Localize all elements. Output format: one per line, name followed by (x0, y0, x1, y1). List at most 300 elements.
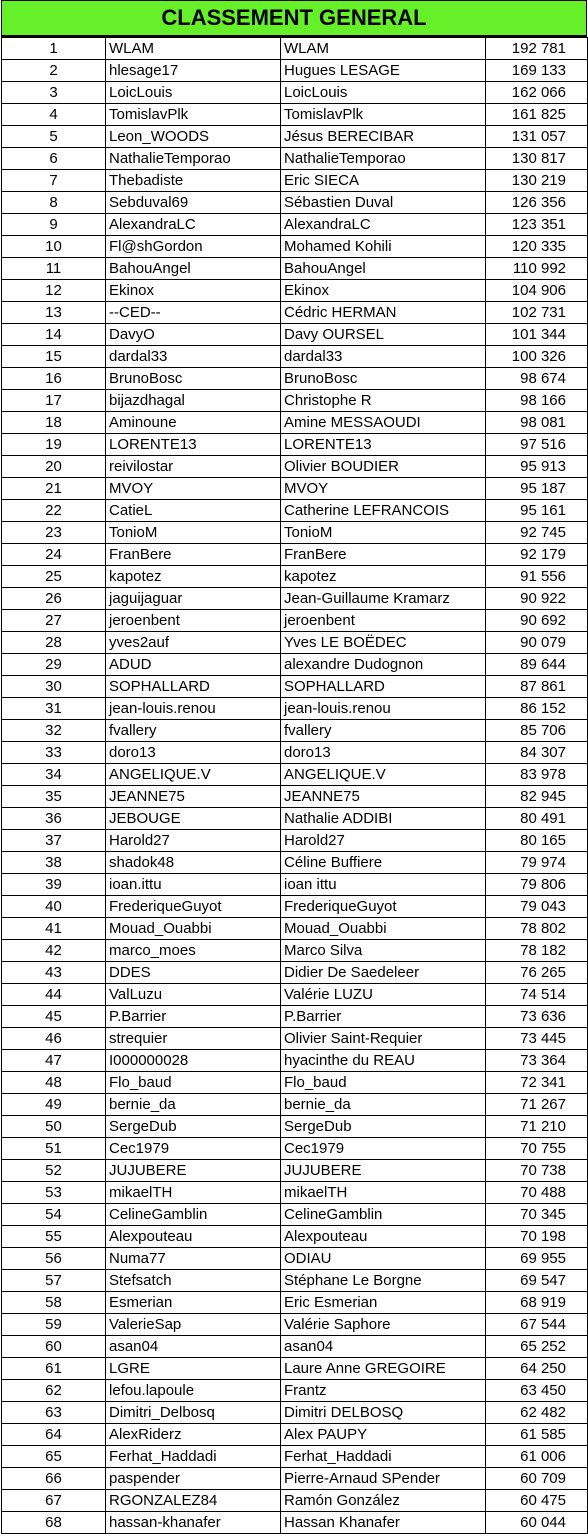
rank-cell: 55 (2, 1226, 106, 1248)
table-row (2, 786, 588, 808)
table-row (2, 412, 588, 434)
table-row (2, 764, 588, 786)
name-cell: JEANNE75 (281, 786, 486, 808)
score-cell: 76 265 (486, 962, 588, 984)
score-cell: 82 945 (486, 786, 588, 808)
table-row (2, 1512, 588, 1534)
score-cell: 131 057 (486, 126, 588, 148)
rank-cell: 39 (2, 874, 106, 896)
pseudo-cell: bijazdhagal (106, 390, 281, 412)
score-cell: 69 955 (486, 1248, 588, 1270)
table-row (2, 126, 588, 148)
name-cell: CelineGamblin (281, 1204, 486, 1226)
name-cell: Pierre-Arnaud SPender (281, 1468, 486, 1490)
name-cell: WLAM (281, 38, 486, 60)
table-row (2, 1204, 588, 1226)
table-row (2, 1072, 588, 1094)
name-cell: TonioM (281, 522, 486, 544)
pseudo-cell: hassan-khanafer (106, 1512, 281, 1534)
table-row (2, 1336, 588, 1358)
score-cell: 61 006 (486, 1446, 588, 1468)
score-cell: 89 644 (486, 654, 588, 676)
name-cell: NathalieTemporao (281, 148, 486, 170)
rank-cell: 8 (2, 192, 106, 214)
table-row (2, 368, 588, 390)
table-row (2, 1006, 588, 1028)
rank-cell: 14 (2, 324, 106, 346)
table-row (2, 390, 588, 412)
rank-cell: 11 (2, 258, 106, 280)
table-row (2, 1028, 588, 1050)
table-row (2, 1270, 588, 1292)
table-row (2, 1314, 588, 1336)
pseudo-cell: jaguijaguar (106, 588, 281, 610)
rank-cell: 7 (2, 170, 106, 192)
score-cell: 70 488 (486, 1182, 588, 1204)
pseudo-cell: SergeDub (106, 1116, 281, 1138)
score-cell: 95 913 (486, 456, 588, 478)
rank-cell: 48 (2, 1072, 106, 1094)
table-row (2, 962, 588, 984)
name-cell: Jean-Guillaume Kramarz (281, 588, 486, 610)
name-cell: AlexandraLC (281, 214, 486, 236)
score-cell: 100 326 (486, 346, 588, 368)
pseudo-cell: ADUD (106, 654, 281, 676)
pseudo-cell: P.Barrier (106, 1006, 281, 1028)
pseudo-cell: marco_moes (106, 940, 281, 962)
rank-cell: 38 (2, 852, 106, 874)
table-row (2, 434, 588, 456)
score-cell: 87 861 (486, 676, 588, 698)
rank-cell: 35 (2, 786, 106, 808)
rank-cell: 1 (2, 38, 106, 60)
name-cell: Yves LE BOËDEC (281, 632, 486, 654)
pseudo-cell: NathalieTemporao (106, 148, 281, 170)
table-row (2, 324, 588, 346)
score-cell: 110 992 (486, 258, 588, 280)
rank-cell: 22 (2, 500, 106, 522)
pseudo-cell: jean-louis.renou (106, 698, 281, 720)
pseudo-cell: kapotez (106, 566, 281, 588)
pseudo-cell: WLAM (106, 38, 281, 60)
rank-cell: 24 (2, 544, 106, 566)
name-cell: Jésus BERECIBAR (281, 126, 486, 148)
name-cell: MVOY (281, 478, 486, 500)
score-cell: 130 219 (486, 170, 588, 192)
pseudo-cell: strequier (106, 1028, 281, 1050)
name-cell: asan04 (281, 1336, 486, 1358)
name-cell: ODIAU (281, 1248, 486, 1270)
name-cell: P.Barrier (281, 1006, 486, 1028)
table-row (2, 1468, 588, 1490)
pseudo-cell: Ekinox (106, 280, 281, 302)
rank-cell: 21 (2, 478, 106, 500)
table-row (2, 654, 588, 676)
name-cell: Christophe R (281, 390, 486, 412)
rank-cell: 18 (2, 412, 106, 434)
rank-cell: 12 (2, 280, 106, 302)
table-row (2, 1116, 588, 1138)
name-cell: Olivier BOUDIER (281, 456, 486, 478)
ranking-sheet (1, 0, 587, 1534)
rank-cell: 47 (2, 1050, 106, 1072)
score-cell: 78 802 (486, 918, 588, 940)
score-cell: 90 922 (486, 588, 588, 610)
name-cell: Stéphane Le Borgne (281, 1270, 486, 1292)
name-cell: Harold27 (281, 830, 486, 852)
table-row (2, 302, 588, 324)
score-cell: 71 267 (486, 1094, 588, 1116)
name-cell: ioan ittu (281, 874, 486, 896)
pseudo-cell: Flo_baud (106, 1072, 281, 1094)
table-row (2, 896, 588, 918)
rank-cell: 30 (2, 676, 106, 698)
name-cell: FrederiqueGuyot (281, 896, 486, 918)
name-cell: Valérie LUZU (281, 984, 486, 1006)
pseudo-cell: LGRE (106, 1358, 281, 1380)
pseudo-cell: TonioM (106, 522, 281, 544)
score-cell: 64 250 (486, 1358, 588, 1380)
rank-cell: 46 (2, 1028, 106, 1050)
name-cell: Flo_baud (281, 1072, 486, 1094)
pseudo-cell: Stefsatch (106, 1270, 281, 1292)
pseudo-cell: shadok48 (106, 852, 281, 874)
pseudo-cell: JEANNE75 (106, 786, 281, 808)
pseudo-cell: CatieL (106, 500, 281, 522)
name-cell: Davy OURSEL (281, 324, 486, 346)
table-row (2, 236, 588, 258)
name-cell: JUJUBERE (281, 1160, 486, 1182)
score-cell: 123 351 (486, 214, 588, 236)
name-cell: bernie_da (281, 1094, 486, 1116)
name-cell: Mohamed Kohili (281, 236, 486, 258)
table-row (2, 60, 588, 82)
pseudo-cell: bernie_da (106, 1094, 281, 1116)
score-cell: 84 307 (486, 742, 588, 764)
pseudo-cell: AlexRiderz (106, 1424, 281, 1446)
table-row (2, 258, 588, 280)
pseudo-cell: Mouad_Ouabbi (106, 918, 281, 940)
pseudo-cell: --CED-- (106, 302, 281, 324)
pseudo-cell: Harold27 (106, 830, 281, 852)
score-cell: 120 335 (486, 236, 588, 258)
pseudo-cell: RGONZALEZ84 (106, 1490, 281, 1512)
score-cell: 97 516 (486, 434, 588, 456)
rank-cell: 51 (2, 1138, 106, 1160)
score-cell: 78 182 (486, 940, 588, 962)
table-row (2, 984, 588, 1006)
score-cell: 86 152 (486, 698, 588, 720)
name-cell: jean-louis.renou (281, 698, 486, 720)
name-cell: TomislavPlk (281, 104, 486, 126)
table-row (2, 544, 588, 566)
rank-cell: 37 (2, 830, 106, 852)
rank-cell: 16 (2, 368, 106, 390)
name-cell: Eric SIECA (281, 170, 486, 192)
pseudo-cell: ValerieSap (106, 1314, 281, 1336)
name-cell: jeroenbent (281, 610, 486, 632)
table-row (2, 918, 588, 940)
rank-cell: 26 (2, 588, 106, 610)
pseudo-cell: TomislavPlk (106, 104, 281, 126)
score-cell: 92 745 (486, 522, 588, 544)
rank-cell: 40 (2, 896, 106, 918)
score-cell: 169 133 (486, 60, 588, 82)
rank-cell: 44 (2, 984, 106, 1006)
pseudo-cell: Dimitri_Delbosq (106, 1402, 281, 1424)
name-cell: Eric Esmerian (281, 1292, 486, 1314)
table-row (2, 742, 588, 764)
rank-cell: 50 (2, 1116, 106, 1138)
pseudo-cell: lefou.lapoule (106, 1380, 281, 1402)
pseudo-cell: jeroenbent (106, 610, 281, 632)
pseudo-cell: hlesage17 (106, 60, 281, 82)
table-row (2, 170, 588, 192)
pseudo-cell: DavyO (106, 324, 281, 346)
name-cell: SergeDub (281, 1116, 486, 1138)
rank-cell: 2 (2, 60, 106, 82)
name-cell: Alexpouteau (281, 1226, 486, 1248)
table-row (2, 522, 588, 544)
table-row (2, 698, 588, 720)
pseudo-cell: doro13 (106, 742, 281, 764)
pseudo-cell: LORENTE13 (106, 434, 281, 456)
score-cell: 63 450 (486, 1380, 588, 1402)
pseudo-cell: FranBere (106, 544, 281, 566)
table-row (2, 830, 588, 852)
pseudo-cell: asan04 (106, 1336, 281, 1358)
name-cell: Frantz (281, 1380, 486, 1402)
name-cell: Cec1979 (281, 1138, 486, 1160)
score-cell: 104 906 (486, 280, 588, 302)
score-cell: 70 738 (486, 1160, 588, 1182)
score-cell: 73 445 (486, 1028, 588, 1050)
pseudo-cell: BrunoBosc (106, 368, 281, 390)
rank-cell: 34 (2, 764, 106, 786)
name-cell: Alex PAUPY (281, 1424, 486, 1446)
rank-cell: 5 (2, 126, 106, 148)
name-cell: Ekinox (281, 280, 486, 302)
name-cell: hyacinthe du REAU (281, 1050, 486, 1072)
pseudo-cell: BahouAngel (106, 258, 281, 280)
name-cell: ANGELIQUE.V (281, 764, 486, 786)
table-row (2, 1094, 588, 1116)
pseudo-cell: AlexandraLC (106, 214, 281, 236)
score-cell: 91 556 (486, 566, 588, 588)
table-row (2, 1380, 588, 1402)
rank-cell: 65 (2, 1446, 106, 1468)
score-cell: 70 198 (486, 1226, 588, 1248)
score-cell: 126 356 (486, 192, 588, 214)
pseudo-cell: Esmerian (106, 1292, 281, 1314)
rank-cell: 13 (2, 302, 106, 324)
name-cell: Amine MESSAOUDI (281, 412, 486, 434)
score-cell: 80 491 (486, 808, 588, 830)
table-row (2, 104, 588, 126)
score-cell: 95 187 (486, 478, 588, 500)
score-cell: 98 674 (486, 368, 588, 390)
score-cell: 130 817 (486, 148, 588, 170)
table-row (2, 566, 588, 588)
score-cell: 60 044 (486, 1512, 588, 1534)
score-cell: 101 344 (486, 324, 588, 346)
name-cell: doro13 (281, 742, 486, 764)
score-cell: 69 547 (486, 1270, 588, 1292)
rank-cell: 28 (2, 632, 106, 654)
score-cell: 70 755 (486, 1138, 588, 1160)
name-cell: BrunoBosc (281, 368, 486, 390)
table-row (2, 632, 588, 654)
score-cell: 65 252 (486, 1336, 588, 1358)
rank-cell: 66 (2, 1468, 106, 1490)
name-cell: Catherine LEFRANCOIS (281, 500, 486, 522)
score-cell: 192 781 (486, 38, 588, 60)
rank-cell: 19 (2, 434, 106, 456)
pseudo-cell: I000000028 (106, 1050, 281, 1072)
score-cell: 72 341 (486, 1072, 588, 1094)
table-row (2, 192, 588, 214)
rank-cell: 61 (2, 1358, 106, 1380)
table-row (2, 588, 588, 610)
name-cell: fvallery (281, 720, 486, 742)
table-row (2, 478, 588, 500)
table-row (2, 1226, 588, 1248)
table-row (2, 1248, 588, 1270)
rank-cell: 36 (2, 808, 106, 830)
rank-cell: 17 (2, 390, 106, 412)
table-row (2, 1490, 588, 1512)
score-cell: 74 514 (486, 984, 588, 1006)
table-row (2, 1446, 588, 1468)
name-cell: Céline Buffiere (281, 852, 486, 874)
score-cell: 67 544 (486, 1314, 588, 1336)
rank-cell: 32 (2, 720, 106, 742)
score-cell: 85 706 (486, 720, 588, 742)
pseudo-cell: ValLuzu (106, 984, 281, 1006)
name-cell: SOPHALLARD (281, 676, 486, 698)
score-cell: 92 179 (486, 544, 588, 566)
name-cell: FranBere (281, 544, 486, 566)
score-cell: 61 585 (486, 1424, 588, 1446)
rank-cell: 68 (2, 1512, 106, 1534)
rank-cell: 20 (2, 456, 106, 478)
table-row (2, 1424, 588, 1446)
pseudo-cell: mikaelTH (106, 1182, 281, 1204)
rank-cell: 60 (2, 1336, 106, 1358)
table-row (2, 1160, 588, 1182)
pseudo-cell: paspender (106, 1468, 281, 1490)
rank-cell: 15 (2, 346, 106, 368)
pseudo-cell: Aminoune (106, 412, 281, 434)
pseudo-cell: JUJUBERE (106, 1160, 281, 1182)
pseudo-cell: Sebduval69 (106, 192, 281, 214)
rank-cell: 41 (2, 918, 106, 940)
rank-cell: 9 (2, 214, 106, 236)
score-cell: 73 636 (486, 1006, 588, 1028)
table-row (2, 346, 588, 368)
rank-cell: 62 (2, 1380, 106, 1402)
table-row (2, 720, 588, 742)
name-cell: LoicLouis (281, 82, 486, 104)
pseudo-cell: ANGELIQUE.V (106, 764, 281, 786)
rank-cell: 53 (2, 1182, 106, 1204)
score-cell: 68 919 (486, 1292, 588, 1314)
score-cell: 60 475 (486, 1490, 588, 1512)
pseudo-cell: Cec1979 (106, 1138, 281, 1160)
score-cell: 80 165 (486, 830, 588, 852)
pseudo-cell: Fl@shGordon (106, 236, 281, 258)
pseudo-cell: SOPHALLARD (106, 676, 281, 698)
pseudo-cell: fvallery (106, 720, 281, 742)
name-cell: Hugues LESAGE (281, 60, 486, 82)
table-row (2, 1402, 588, 1424)
pseudo-cell: reivilostar (106, 456, 281, 478)
name-cell: Dimitri DELBOSQ (281, 1402, 486, 1424)
pseudo-cell: Thebadiste (106, 170, 281, 192)
rank-cell: 54 (2, 1204, 106, 1226)
table-row (2, 214, 588, 236)
pseudo-cell: DDES (106, 962, 281, 984)
pseudo-cell: MVOY (106, 478, 281, 500)
rank-cell: 43 (2, 962, 106, 984)
rank-cell: 4 (2, 104, 106, 126)
name-cell: Ferhat_Haddadi (281, 1446, 486, 1468)
score-cell: 73 364 (486, 1050, 588, 1072)
score-cell: 71 210 (486, 1116, 588, 1138)
table-row (2, 676, 588, 698)
score-cell: 98 081 (486, 412, 588, 434)
score-cell: 60 709 (486, 1468, 588, 1490)
rank-cell: 27 (2, 610, 106, 632)
pseudo-cell: dardal33 (106, 346, 281, 368)
name-cell: LORENTE13 (281, 434, 486, 456)
name-cell: dardal33 (281, 346, 486, 368)
name-cell: Ramón González (281, 1490, 486, 1512)
table-row (2, 82, 588, 104)
table-row (2, 874, 588, 896)
pseudo-cell: FrederiqueGuyot (106, 896, 281, 918)
name-cell: Hassan Khanafer (281, 1512, 486, 1534)
rank-cell: 3 (2, 82, 106, 104)
name-cell: alexandre Dudognon (281, 654, 486, 676)
name-cell: Didier De Saedeleer (281, 962, 486, 984)
pseudo-cell: Alexpouteau (106, 1226, 281, 1248)
rank-cell: 6 (2, 148, 106, 170)
table-row (2, 852, 588, 874)
pseudo-cell: Leon_WOODS (106, 126, 281, 148)
pseudo-cell: Ferhat_Haddadi (106, 1446, 281, 1468)
score-cell: 90 692 (486, 610, 588, 632)
table-row (2, 1358, 588, 1380)
score-cell: 102 731 (486, 302, 588, 324)
rank-cell: 29 (2, 654, 106, 676)
ranking-table (1, 37, 588, 1534)
name-cell: Marco Silva (281, 940, 486, 962)
table-row (2, 38, 588, 60)
rank-cell: 63 (2, 1402, 106, 1424)
ranking-title: CLASSEMENT GENERAL (1, 0, 587, 37)
name-cell: Sébastien Duval (281, 192, 486, 214)
score-cell: 79 974 (486, 852, 588, 874)
table-row (2, 1182, 588, 1204)
table-row (2, 1292, 588, 1314)
score-cell: 79 806 (486, 874, 588, 896)
rank-cell: 31 (2, 698, 106, 720)
rank-cell: 45 (2, 1006, 106, 1028)
name-cell: Cédric HERMAN (281, 302, 486, 324)
table-row (2, 500, 588, 522)
table-row (2, 280, 588, 302)
